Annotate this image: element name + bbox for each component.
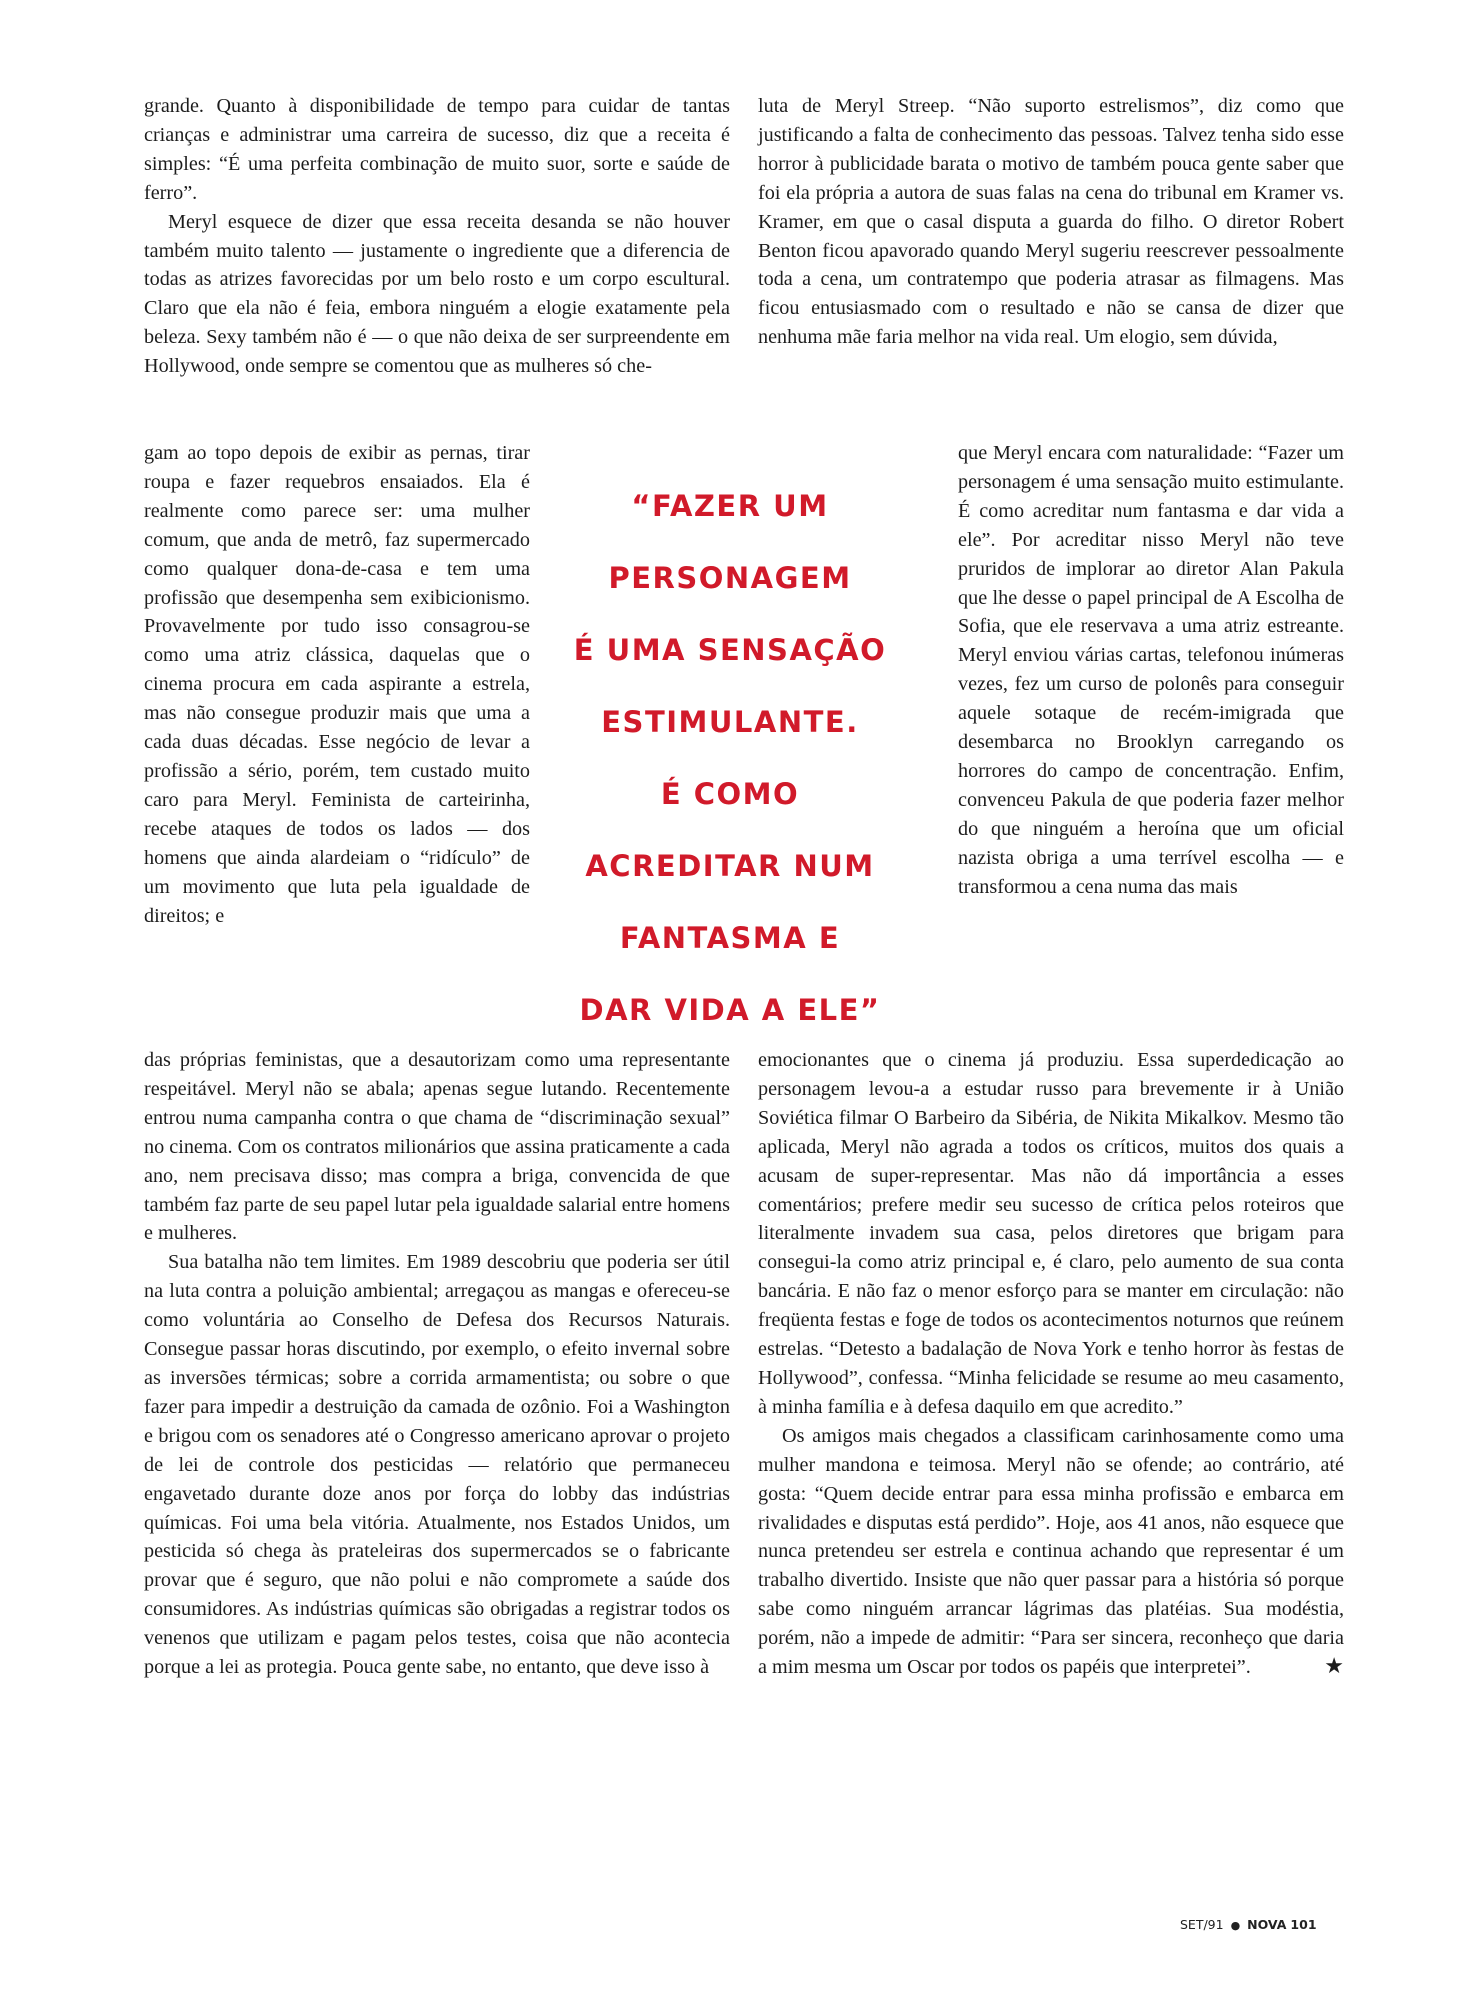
left-column-wrap-around-quote <box>144 439 530 930</box>
pull-quote-line: ACREDITAR NUM <box>585 849 875 883</box>
pull-quote-line: É UMA SENSAÇÃO <box>573 633 887 667</box>
pull-quote-line: FANTASMA E <box>619 921 841 955</box>
paragraph: gam ao topo depois de exibir as pernas, tirar roupa e fazer requebros ensaiados. Ela é realmente como parece ser: uma mulher comum, que anda de metrô, faz supermercado como qualquer dona-de-casa e tem uma profissão que desempenha sem exibicionismo. Provavelmente por tudo isso consagrou-se como uma atriz clássica, daquelas que o cinema procura em cada aspirante a estrela, mas não consegue produzir mais que uma a cada duas décadas. Esse negócio de levar a profissão a sério, porém, tem custado muito caro para Meryl. Feminista de carteirinha, recebe ataques de todos os lados — dos homens que ainda alardeiam o “ridículo” de um movimento que luta pela igualdade de direitos; e <box>144 442 530 927</box>
left-column-top <box>144 92 730 381</box>
pull-quote-line: PERSONAGEM <box>608 561 852 595</box>
paragraph: luta de Meryl Streep. “Não suporto estrelismos”, diz como que justificando a falta de conhecimento das pessoas. Talvez tenha sido esse horror à publicidade barata o motivo de também pouca gente saber que foi ela própria a autora de suas falas na cena do tribunal em Kramer vs. Kramer, em que o casal disputa a guarda do filho. O diretor Robert Benton ficou apavorado quando Meryl sugeriu reescrever pessoalmente toda a cena, um contratempo que poderia atrasar as filmagens. Mas ficou entusiasmado com o resultado e não se cansa de dizer que nenhuma mãe faria melhor na vida real. Um elogio, sem dúvida, <box>758 95 1344 349</box>
issue-date: SET/91 <box>1180 1917 1224 1932</box>
pull-quote-line: É COMO <box>660 777 800 811</box>
paragraph <box>758 1422 1344 1682</box>
pull-quote <box>560 470 900 1046</box>
left-column-bottom <box>144 1046 730 1682</box>
page-number: 101 <box>1290 1917 1317 1932</box>
paragraph: das próprias feministas, que a desautorizam como uma representante respeitável. Meryl não se abala; apenas segue lutando. Recentemente entrou numa campanha contra o que chama de “discriminação sexual” no cinema. Com os contratos milionários que assina praticamente a cada ano, nem precisava disso; mas compra a briga, convencida de que também faz parte de seu papel lutar pela igualdade salarial entre homens e mulheres. <box>144 1049 730 1245</box>
pull-quote-line: ESTIMULANTE. <box>601 705 859 739</box>
pull-quote-line: DAR VIDA A ELE” <box>579 993 881 1027</box>
page-footer <box>1180 1917 1317 1932</box>
paragraph: que Meryl encara com naturalidade: “Fazer um personagem é uma sensação muito estimulante. É como acreditar num fantasma e dar vida a ele”. Por acreditar nisso Meryl não teve pruridos de implorar ao diretor Alan Pakula que lhe desse o papel principal de A Escolha de Sofia, que ele reservava a uma atriz estreante. Meryl enviou várias cartas, telefonou inúmeras vezes, fez um curso de polonês para conseguir aquele sotaque de recém-imigrada que desembarca no Brooklyn carregando os horrores do campo de concentração. Enfim, convenceu Pakula de que poderia fazer melhor do que ninguém a heroína que um oficial nazista obriga a uma terrível escolha — e transformou a cena numa das mais <box>958 442 1344 898</box>
right-column-bottom <box>758 1046 1344 1682</box>
paragraph: emocionantes que o cinema já produziu. Essa superdedicação ao personagem levou-a a estudar russo para brevemente ir à União Soviética filmar O Barbeiro da Sibéria, de Nikita Mikalkov. Mesmo tão aplicada, Meryl não agrada a todos os críticos, muitos dos quais a acusam de super-representar. Mas não dá importância a esses comentários; prefere medir seu sucesso de crítica pelos roteiros que literalmente invadem sua casa, pelos diretores que brigam para consegui-la como atriz principal e, é claro, pelo aumento de sua conta bancária. E não faz o menor esforço para se manter em circulação: não freqüenta festas e foge de todos os acontecimentos noturnos que reúnem estrelas. “Detesto a badalação de Nova York e tenho horror às festas de Hollywood”, confessa. “Minha felicidade se resume ao meu casamento, à minha família e à defesa daquilo em que acredito.” <box>758 1049 1344 1418</box>
paragraph: grande. Quanto à disponibilidade de tempo para cuidar de tantas crianças e administrar uma carreira de sucesso, diz que a receita é simples: “É uma perfeita combinação de muito suor, sorte e saúde de ferro”. <box>144 95 730 204</box>
closing-paragraph-text: Os amigos mais chegados a classificam carinhosamente como uma mulher mandona e teimosa. Meryl não se ofende; ao contrário, até gosta: “Quem decide entrar para essa minha profissão e embarca em rivalidades e disputas está perdido”. Hoje, aos 41 anos, não esquece que nunca pretendeu ser estrela e continua achando que representar é um trabalho divertido. Insiste que não quer passar para a história só porque sabe como ninguém arrancar lágrimas das platéias. Sua modéstia, porém, não a impede de admitir: “Para ser sincera, reconheço que daria a mim mesma um Oscar por todos os papéis que interpretei”. <box>758 1424 1344 1679</box>
end-mark-star-icon: ★ <box>1324 1654 1344 1680</box>
paragraph: Meryl esquece de dizer que essa receita desanda se não houver também muito talento — justamente o ingrediente que a diferencia de todas as atrizes favorecidas por um belo rosto e um corpo escultural. Claro que ela não é feia, embora ninguém a elogie exatamente pela beleza. Sexy também não é — o que não deixa de ser surpreendente em Hollywood, onde sempre se comentou que as mulheres só che- <box>144 210 730 378</box>
right-column-top <box>758 92 1344 352</box>
pull-quote-line: “FAZER UM <box>631 489 829 523</box>
magazine-name: NOVA <box>1247 1917 1287 1932</box>
paragraph: Sua batalha não tem limites. Em 1989 descobriu que poderia ser útil na luta contra a poluição ambiental; arregaçou as mangas e ofereceu-se como voluntária ao Conselho de Defesa dos Recursos Naturais. Consegue passar horas discutindo, por exemplo, o efeito invernal sobre as inversões térmicas; sobre a corrida armamentista; ou sobre o que fazer para impedir a destruição da camada de ozônio. Foi a Washington e brigou com os senadores até o Congresso americano aprovar o projeto de lei de controle dos pesticidas — relatório que permaneceu engavetado durante doze anos por força do lobby das indústrias químicas. Foi uma bela vitória. Atualmente, nos Estados Unidos, um pesticida só chega às prateleiras dos supermercados se o fabricante provar que é seguro, que não polui e não compromete a saúde dos consumidores. As indústrias químicas são obrigadas a registrar todos os venenos que utilizam e pagam pelos testes, coisa que não acontecia porque a lei as protegia. Pouca gente sabe, no entanto, que deve isso à <box>144 1251 730 1679</box>
separator-bullet-icon: ● <box>1230 1919 1241 1932</box>
right-column-wrap-around-quote <box>958 439 1344 902</box>
